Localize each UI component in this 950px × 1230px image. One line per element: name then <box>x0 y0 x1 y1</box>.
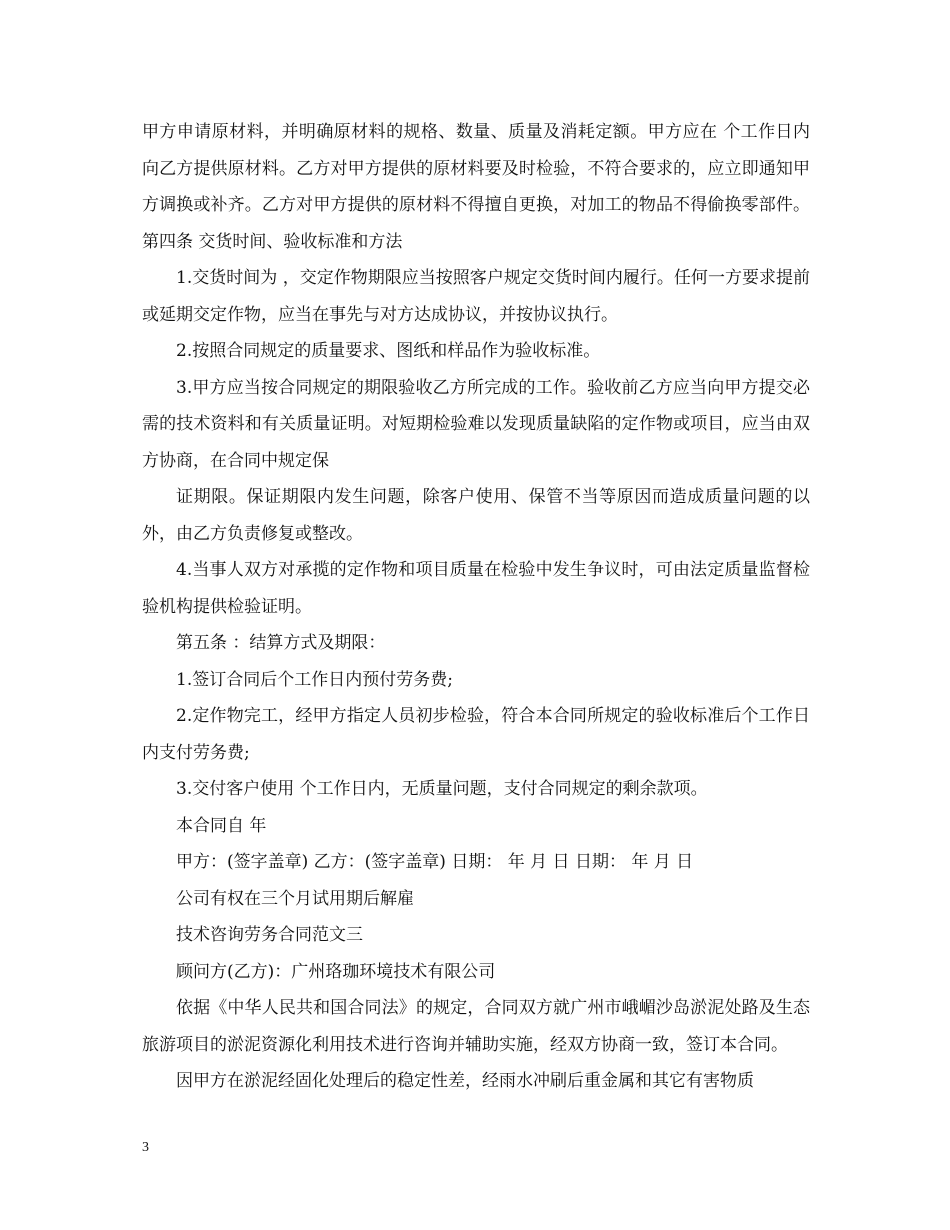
page-number: 3 <box>142 1140 149 1155</box>
paragraph-contract-term: 本合同自 年 <box>176 815 267 836</box>
paragraph-raw-materials: 甲方申请原材料，并明确原材料的规格、数量、质量及消耗定额。甲方应在 个工作日内向乙方提供原材料。乙方对甲方提供的原材料要及时检验，不符合要求的，应立即通知甲方调换或补齐。乙方对甲方提供的原材料不得擅自更换，对加工的物品不得偷换零部件。 第四条 交货时间、验收标准和方法 <box>142 122 810 252</box>
paragraph-dismissal-right: 公司有权在三个月试用期后解雇 <box>176 888 414 909</box>
paragraph-quality-dispute: 4.当事人双方对承揽的定作物和项目质量在检验中发生争议时，可由法定质量监督检验机构提供检验证明。 <box>142 560 810 617</box>
paragraph-consultant-party: 顾问方(乙方)：广州珞珈环境技术有限公司 <box>176 961 496 982</box>
signature-line: 甲方：(签字盖章) 乙方：(签字盖章) 日期： 年 月 日 日期： 年 月 日 <box>176 852 694 872</box>
paragraph-project-background: 因甲方在淤泥经固化处理后的稳定性差，经雨水冲刷后重金属和其它有害物质 <box>176 1071 754 1091</box>
paragraph-warranty-period: 证期限。保证期限内发生问题，除客户使用、保管不当等原因而造成质量问题的以外，由乙方负责修复或整改。 <box>142 487 810 544</box>
paragraph-advance-payment: 1.签订合同后个工作日内预付劳务费; <box>176 669 453 690</box>
paragraph-final-payment: 3.交付客户使用 个工作日内，无质量问题，支付合同规定的剩余款项。 <box>176 779 708 799</box>
document-body <box>142 114 810 1100</box>
section-heading-settlement: 第五条 ：结算方式及期限： <box>176 633 386 653</box>
paragraph-acceptance-standard: 2.按照合同规定的质量要求、图纸和样品作为验收标准。 <box>176 341 601 361</box>
paragraph-legal-basis: 依据《中华人民共和国合同法》的规定，合同双方就广州市峨嵋沙岛淤泥处路及生态旅游项目的淤泥资源化利用技术进行咨询并辅助实施，经双方协商一致，签订本合同。 <box>142 998 810 1055</box>
section-title-template-three: 技术咨询劳务合同范文三 <box>176 925 363 945</box>
paragraph-delivery-time: 1.交货时间为 ，交定作物期限应当按照客户规定交货时间内履行。任何一方要求提前或延期交定作物，应当在事先与对方达成协议，并按协议执行。 <box>142 268 810 325</box>
paragraph-completion-payment: 2.定作物完工，经甲方指定人员初步检验，符合本合同所规定的验收标准后个工作日内支付劳务费; <box>142 706 810 763</box>
paragraph-acceptance-period: 3.甲方应当按合同规定的期限验收乙方所完成的工作。验收前乙方应当向甲方提交必需的技术资料和有关质量证明。对短期检验难以发现质量缺陷的定作物或项目，应当由双方协商，在合同中规定保 <box>142 377 810 471</box>
